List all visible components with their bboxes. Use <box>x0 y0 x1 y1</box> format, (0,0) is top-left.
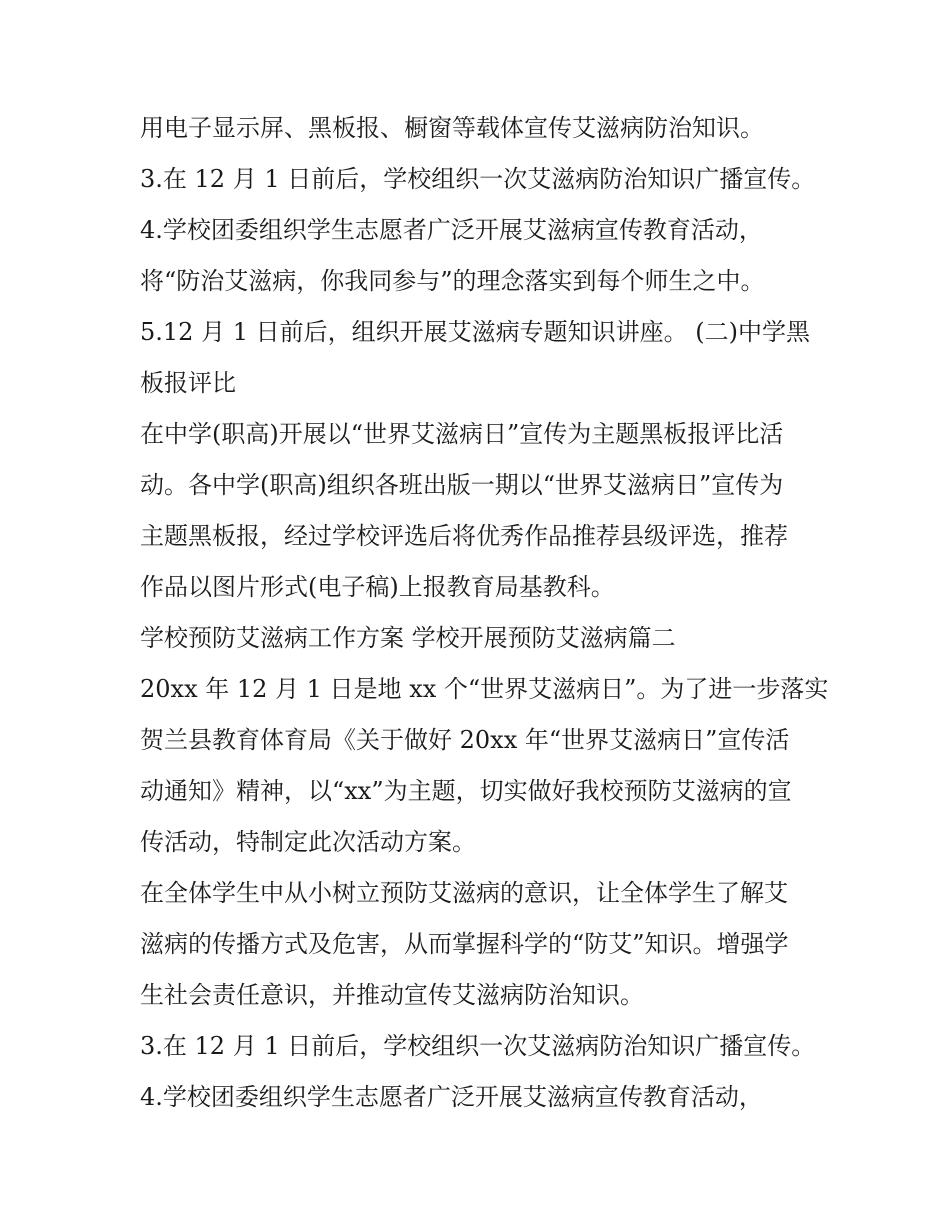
text-line: 将“防治艾滋病，你我同参与”的理念落实到每个师生之中。 <box>140 267 765 295</box>
text-line: 用电子显示屏、黑板报、橱窗等载体宣传艾滋病防治知识。 <box>140 114 764 142</box>
text-line: 3.在 12 月 1 日前后，学校组织一次艾滋病防治知识广播宣传。 <box>140 1032 816 1060</box>
text-line: 4.学校团委组织学生志愿者广泛开展艾滋病宣传教育活动， <box>140 1083 763 1111</box>
text-line: 生社会责任意识，并推动宣传艾滋病防治知识。 <box>140 981 644 1009</box>
text-line: 主题黑板报，经过学校评选后将优秀作品推荐县级评选，推荐 <box>140 522 788 550</box>
section-heading: 学校预防艾滋病工作方案 学校开展预防艾滋病篇二 <box>140 624 676 652</box>
body-text <box>140 103 829 1123</box>
text-line: 传活动，特制定此次活动方案。 <box>140 828 476 856</box>
text-line: 5.12 月 1 日前后，组织开展艾滋病专题知识讲座。 (二)中学黑 <box>140 318 810 346</box>
text-line: 20xx 年 12 月 1 日是地 xx 个“世界艾滋病日”。为了进一步落实 <box>140 675 829 703</box>
text-line: 动通知》精神，以“xx”为主题，切实做好我校预防艾滋病的宣 <box>140 777 792 805</box>
text-line: 贺兰县教育体育局《关于做好 20xx 年“世界艾滋病日”宣传活 <box>140 726 790 754</box>
text-line: 作品以图片形式(电子稿)上报教育局基教科。 <box>140 573 615 601</box>
text-line: 板报评比 <box>140 369 236 397</box>
text-line: 在中学(职高)开展以“世界艾滋病日”宣传为主题黑板报评比活 <box>140 420 784 448</box>
text-line: 滋病的传播方式及危害，从而掌握科学的“防艾”知识。增强学 <box>140 930 789 958</box>
text-line: 3.在 12 月 1 日前后，学校组织一次艾滋病防治知识广播宣传。 <box>140 165 816 193</box>
text-line: 动。各中学(职高)组织各班出版一期以“世界艾滋病日”宣传为 <box>140 471 784 499</box>
text-line: 在全体学生中从小树立预防艾滋病的意识，让全体学生了解艾 <box>140 879 788 907</box>
text-line: 4.学校团委组织学生志愿者广泛开展艾滋病宣传教育活动， <box>140 216 763 244</box>
